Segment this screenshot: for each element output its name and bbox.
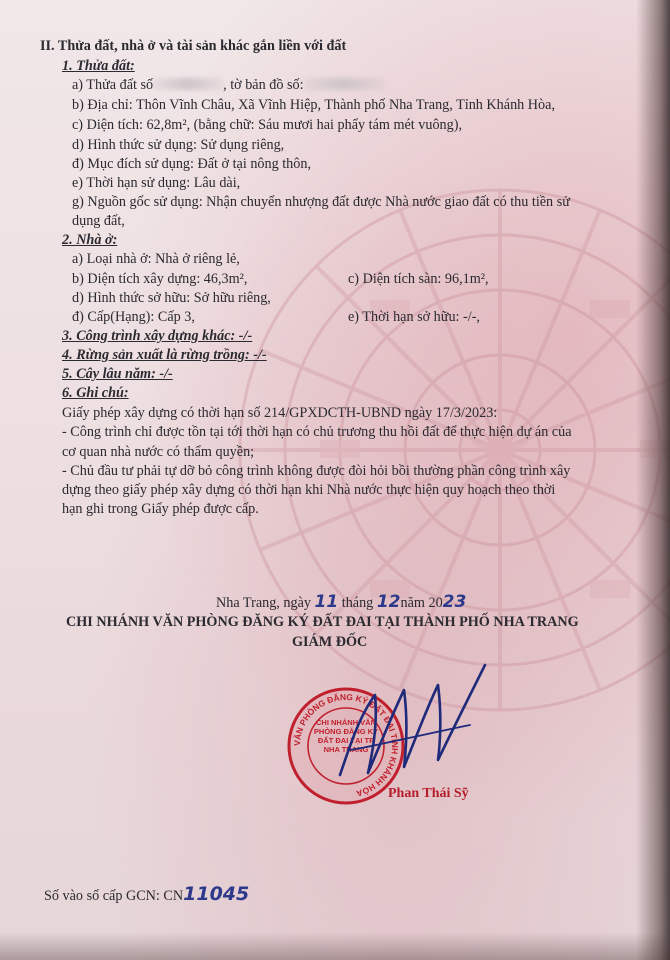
house-type: a) Loại nhà ở: Nhà ở riêng lẻ, (72, 251, 240, 267)
planted-forest: 4. Rừng sản xuất là rừng trồng: -/- (62, 347, 267, 363)
notes-line-5: dựng theo giấy phép xây dựng có thời hạn khi Nhà nước thực hiện quy hoạch theo thời (62, 482, 556, 498)
section-title: II. Thửa đất, nhà ở và tài sản khác gắn liền với đất (40, 38, 347, 54)
issue-date (216, 594, 466, 612)
page-edge-shadow (636, 0, 670, 960)
land-origin-cont: dụng đất, (72, 213, 125, 229)
house-floor-area: c) Diện tích sàn: 96,1m², (348, 271, 489, 287)
house-grade: đ) Cấp(Hạng): Cấp 3, (72, 309, 195, 325)
issuing-office: CHI NHÁNH VĂN PHÒNG ĐĂNG KÝ ĐẤT ĐAI TẠI THÀNH PHỐ NHA TRANG (66, 614, 579, 630)
redacted-map-sheet (304, 78, 384, 90)
date-prefix: Nha Trang, ngày (216, 595, 311, 611)
house-building-area: b) Diện tích xây dựng: 46,3m², (72, 271, 248, 287)
stamp-ring-text: VĂN PHÒNG ĐĂNG KÝ ĐẤT ĐAI TỈNH KHÁNH HÒA (291, 691, 401, 799)
land-map-sheet-label: , tờ bản đồ số: (223, 77, 304, 93)
signer-title: GIÁM ĐỐC (292, 634, 368, 650)
notes-line-2: - Công trình chỉ được tồn tại tới thời hạn có chủ trương thu hồi đất để thực hiện dự án của (62, 424, 572, 440)
registration-label: Số vào sổ cấp GCN: CN (44, 888, 184, 904)
date-month: 12 (376, 592, 401, 612)
land-area: c) Diện tích: 62,8m², (bằng chữ: Sáu mươi hai phẩy tám mét vuông), (72, 117, 463, 133)
registration-handwritten-number: 11045 (183, 883, 250, 905)
land-parcel-label: a) Thửa đất số (72, 77, 154, 93)
registration-number (44, 883, 250, 905)
handwritten-signature (320, 655, 500, 795)
notes-line-3: cơ quan nhà nước có thẩm quyền; (62, 444, 255, 460)
signer-name: Phan Thái Sỹ (388, 786, 469, 801)
date-day: 11 (314, 592, 339, 612)
date-year-label: năm 20 (400, 595, 443, 611)
land-usage-purpose: đ) Mục đích sử dụng: Đất ở tại nông thôn, (72, 156, 312, 172)
land-origin: g) Nguồn gốc sử dụng: Nhận chuyển nhượng đất được Nhà nước giao đất có thu tiền sử (72, 194, 570, 210)
date-year-suffix: 23 (442, 592, 467, 612)
house-ownership-form: d) Hình thức sở hữu: Sở hữu riêng, (72, 290, 271, 306)
other-structures: 3. Công trình xây dựng khác: -/- (62, 328, 253, 344)
notes-heading: 6. Ghi chú: (62, 385, 129, 401)
land-parcel-number (72, 77, 384, 94)
notes-line-4: - Chủ đầu tư phải tự dỡ bỏ công trình không được đòi hỏi bồi thường phần công trình xây (62, 463, 571, 479)
land-usage-term: e) Thời hạn sử dụng: Lâu dài, (72, 175, 241, 191)
date-month-label: tháng (341, 595, 374, 611)
house-heading: 2. Nhà ở: (62, 232, 118, 248)
land-heading: 1. Thửa đất: (62, 58, 135, 74)
notes-line-1: Giấy phép xây dựng có thời hạn số 214/GPXDCTH-UBND ngày 17/3/2023: (62, 405, 498, 421)
land-usage-form: d) Hình thức sử dụng: Sử dụng riêng, (72, 137, 285, 153)
redacted-parcel-number (153, 78, 223, 90)
house-ownership-term: e) Thời hạn sở hữu: -/-, (348, 309, 480, 325)
stamp-center-text: CHI NHÁNH VĂN PHÒNG ĐĂNG KÝ ĐẤT ĐAI TẠI TP NHA TRANG (313, 718, 379, 754)
perennial-trees: 5. Cây lâu năm: -/- (62, 366, 173, 382)
notes-line-6: hạn ghi trong Giấy phép được cấp. (62, 501, 259, 517)
page-bottom-shadow (0, 932, 670, 960)
land-address: b) Địa chỉ: Thôn Vĩnh Châu, Xã Vĩnh Hiệp, Thành phố Nha Trang, Tỉnh Khánh Hòa, (72, 97, 555, 113)
